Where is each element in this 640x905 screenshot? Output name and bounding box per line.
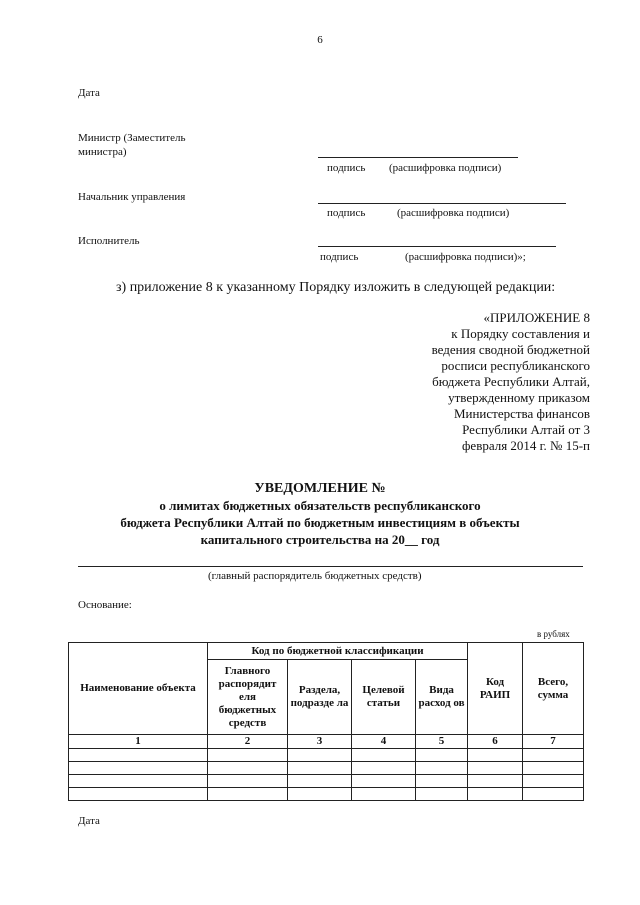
table-row [69, 788, 584, 801]
table-cell [69, 788, 208, 801]
table-cell [352, 749, 416, 762]
minister-sign-caption: подпись [327, 162, 366, 174]
limits-table [68, 642, 584, 801]
table-cell [288, 749, 352, 762]
appendix-line: к Порядку составления и [451, 326, 590, 341]
table-cell [468, 762, 523, 775]
header-total: Всего, сумма [523, 643, 584, 735]
table-cell [468, 749, 523, 762]
head-signature-line [318, 203, 566, 204]
column-number: 4 [352, 735, 416, 749]
table-cell [208, 749, 288, 762]
table-cell [523, 762, 584, 775]
table-cell [468, 775, 523, 788]
table-cell [288, 788, 352, 801]
amendment-paragraph: з) приложение 8 к указанному Порядку изложить в следующей редакции: [116, 280, 556, 295]
table-cell [352, 762, 416, 775]
executor-signature-line [318, 246, 556, 247]
table-cell [468, 788, 523, 801]
column-number-row [69, 735, 584, 749]
column-number: 3 [288, 735, 352, 749]
table-cell [352, 788, 416, 801]
header-main-distributor: Главного распорядит еля бюджетных средств [208, 660, 288, 735]
basis-label: Основание: [78, 599, 132, 611]
header-raip: Код РАИП [468, 643, 523, 735]
appendix-line: февраля 2014 г. № 15-п [462, 438, 590, 453]
header-name: Наименование объекта [69, 643, 208, 735]
column-number: 5 [416, 735, 468, 749]
table-cell [208, 788, 288, 801]
table-cell [352, 775, 416, 788]
minister-decode-caption: (расшифровка подписи) [389, 162, 502, 174]
appendix-line: Республики Алтай от 3 [462, 422, 590, 437]
executor-sign-caption: подпись [320, 251, 359, 263]
table-cell [69, 762, 208, 775]
appendix-block [330, 310, 590, 454]
appendix-line: бюджета Республики Алтай, [432, 374, 590, 389]
appendix-heading: «ПРИЛОЖЕНИЕ 8 [483, 310, 590, 325]
table-row [69, 775, 584, 788]
table-cell [69, 749, 208, 762]
table-cell [523, 775, 584, 788]
footer-date-label: Дата [78, 815, 100, 827]
table-cell [523, 788, 584, 801]
appendix-line: ведения сводной бюджетной [431, 342, 590, 357]
header-target-article: Целевой статьи [352, 660, 416, 735]
table-cell [523, 749, 584, 762]
notice-subtitle-line: бюджета Республики Алтай по бюджетным инвестициям в объекты [120, 515, 520, 530]
table-cell [69, 775, 208, 788]
notice-title: УВЕДОМЛЕНИЕ № [254, 481, 386, 496]
table-cell [416, 775, 468, 788]
head-sign-caption: подпись [327, 207, 366, 219]
date-label: Дата [78, 87, 100, 99]
notice-subtitle-line: о лимитах бюджетных обязательств республиканского [159, 498, 481, 513]
table-cell [288, 762, 352, 775]
table-row [69, 749, 584, 762]
table-cell [416, 749, 468, 762]
minister-signature-line [318, 157, 518, 158]
header-expense-type: Вида расход ов [416, 660, 468, 735]
executor-decode-caption: (расшифровка подписи)»; [405, 251, 526, 263]
minister-label: Министр (Заместитель министра) [78, 132, 186, 158]
header-classification-group: Код по бюджетной классификации [208, 643, 468, 660]
main-distributor-line [78, 566, 583, 567]
appendix-line: утвержденному приказом [448, 390, 590, 405]
column-number: 1 [69, 735, 208, 749]
units-label: в рублях [537, 629, 570, 639]
table-row [69, 762, 584, 775]
executor-label: Исполнитель [78, 235, 140, 247]
column-number: 7 [523, 735, 584, 749]
header-section: Раздела, подразде ла [288, 660, 352, 735]
table-cell [416, 788, 468, 801]
notice-title-block [60, 480, 580, 548]
column-number: 6 [468, 735, 523, 749]
head-of-department-label: Начальник управления [78, 191, 186, 203]
column-number: 2 [208, 735, 288, 749]
table-cell [208, 762, 288, 775]
page-number: 6 [317, 34, 323, 46]
notice-subtitle-line: капитального строительства на 20__ год [200, 532, 440, 547]
table-cell [416, 762, 468, 775]
table-cell [288, 775, 352, 788]
main-distributor-caption: (главный распорядитель бюджетных средств) [208, 570, 422, 582]
table-cell [208, 775, 288, 788]
head-decode-caption: (расшифровка подписи) [397, 207, 510, 219]
appendix-line: росписи республиканского [441, 358, 590, 373]
appendix-line: Министерства финансов [453, 406, 590, 421]
